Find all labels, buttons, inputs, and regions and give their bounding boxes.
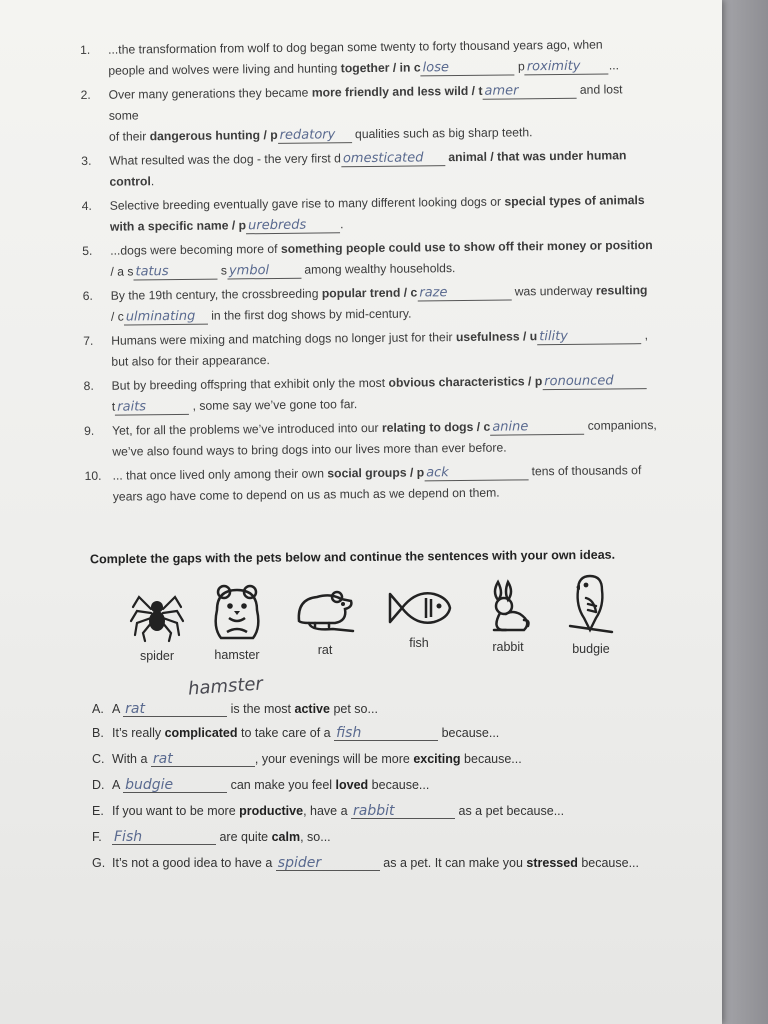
answer-blank[interactable]: ack — [424, 465, 528, 481]
pet-answer-blank[interactable]: Fish — [112, 830, 216, 845]
item-number: 2. — [80, 87, 91, 102]
fish-icon — [386, 586, 452, 630]
answer-blank[interactable]: tility — [537, 329, 641, 345]
item-number: 7. — [83, 333, 94, 348]
answer-blank[interactable]: tatus — [133, 265, 217, 281]
item-number: 5. — [82, 243, 93, 258]
vocab-item-8: 8. But by breeding offspring that exhibit only the most obvious characteristics / p ronounced t raits , some say we’ve gone too far. — [84, 370, 659, 418]
pet-fish — [383, 586, 455, 650]
pet-label: budgie — [572, 642, 610, 656]
pet-label: rabbit — [492, 640, 524, 654]
answer-blank[interactable]: ulminating — [124, 310, 208, 326]
pet-label: rat — [317, 643, 333, 657]
vocab-item-7: 7. Humans were mixing and matching dogs no longer just for their usefulness / u tility , but also for their appearance. — [83, 328, 649, 369]
vocab-item-6: 6. By the 19th century, the crossbreeding popular trend / c raze was underway resulting / c ulminating in the first dog shows by mid-century. — [82, 283, 648, 325]
vocab-item-9: 9. Yet, for all the problems we’ve introduced into our relating to dogs / c anine companions, we’ve also found ways to bring dogs into our lives more than ever before. — [84, 417, 657, 459]
item-number: 3. — [81, 153, 92, 168]
vocabulary-section — [80, 34, 660, 511]
handwritten-correction: hamster — [187, 673, 264, 700]
pet-answer-blank[interactable]: budgie — [123, 778, 227, 793]
sentence-G: G. It’s not a good idea to have a spider as a pet. It can make you stressed because... — [92, 855, 639, 871]
pet-rabbit — [473, 578, 543, 654]
sentence-B: B. It’s really complicated to take care of a fish because... — [92, 725, 500, 741]
rabbit-icon — [480, 578, 536, 634]
pet-rat — [290, 585, 360, 657]
answer-blank[interactable]: roximity — [525, 59, 609, 75]
budgie-icon — [566, 572, 616, 636]
pet-spider — [122, 585, 192, 663]
pet-answer-blank[interactable]: rat — [123, 702, 227, 717]
pet-answer-blank[interactable]: spider — [276, 856, 380, 871]
sentence-F: F. Fish are quite calm, so... — [92, 829, 331, 845]
sentence-D: D. A budgie can make you feel loved because... — [92, 777, 430, 793]
rat-icon — [293, 585, 357, 637]
item-number: 4. — [81, 198, 92, 213]
pet-hamster — [202, 582, 272, 662]
answer-blank[interactable]: amer — [482, 84, 576, 100]
pets-instructions: Complete the gaps with the pets below and continue the sentences with your own ideas. — [89, 547, 616, 567]
answer-blank[interactable]: ymbol — [227, 264, 301, 280]
answer-blank[interactable]: ronounced — [542, 374, 646, 390]
vocab-item-1 — [80, 34, 655, 82]
sentence-E: E. If you want to be more productive, have a rabbit as a pet because... — [92, 803, 565, 819]
vocab-item-2: 2. Over many generations they became more friendly and less wild / t amer and lost some of their dangerous hunting / p redatory qualities such as big sharp teeth. — [80, 82, 623, 144]
pet-answer-blank[interactable]: fish — [334, 726, 438, 741]
item-number: 9. — [84, 423, 95, 438]
item-number: 10. — [84, 468, 102, 483]
pet-label: hamster — [214, 648, 260, 662]
answer-blank[interactable]: lose — [421, 60, 515, 76]
pet-label: fish — [409, 636, 429, 650]
sentence-A: A. A rat is the most active pet so... — [92, 701, 378, 717]
pet-label: spider — [139, 649, 175, 663]
vocab-item-5: 5. ...dogs were becoming more of something people could use to show off their money or position / a s tatus s ymbol among wealthy households. — [82, 238, 653, 280]
item-number: 1. — [80, 42, 91, 57]
spider-icon — [129, 585, 185, 643]
pet-answer-blank[interactable]: rabbit — [351, 804, 455, 819]
answer-blank[interactable]: omesticated — [341, 151, 445, 167]
vocab-item-3: 3. What resulted was the dog - the very first d omesticated animal / that was under human control. — [81, 148, 627, 189]
vocab-item-10: 10. ... that once lived only among their own social groups / p ack tens of thousands of years ago have come to depend on us as much as we depend on them. — [84, 463, 642, 504]
pet-budgie — [556, 572, 626, 656]
sentence-C: C. With a rat , your evenings will be more exciting because... — [92, 751, 522, 767]
pet-answer-blank[interactable]: rat — [151, 752, 255, 767]
answer-blank[interactable]: anine — [490, 420, 584, 436]
item-text-line2: people and wolves were living and hunting together / in c lose p roximity ... — [108, 58, 620, 78]
item-text: ...the transformation from wolf to dog began some twenty to forty thousand years ago, when — [108, 37, 603, 57]
item-number: 8. — [83, 378, 94, 393]
answer-blank[interactable]: urebreds — [246, 218, 340, 234]
hamster-icon — [209, 582, 265, 642]
answer-blank[interactable]: raits — [115, 400, 189, 416]
answer-blank[interactable]: raze — [417, 285, 511, 301]
vocab-item-4: 4. Selective breeding eventually gave rise to many different looking dogs or special types of animals with a specific name / p urebreds . — [81, 193, 645, 234]
item-number: 6. — [82, 288, 93, 303]
answer-blank[interactable]: redatory — [278, 128, 352, 144]
